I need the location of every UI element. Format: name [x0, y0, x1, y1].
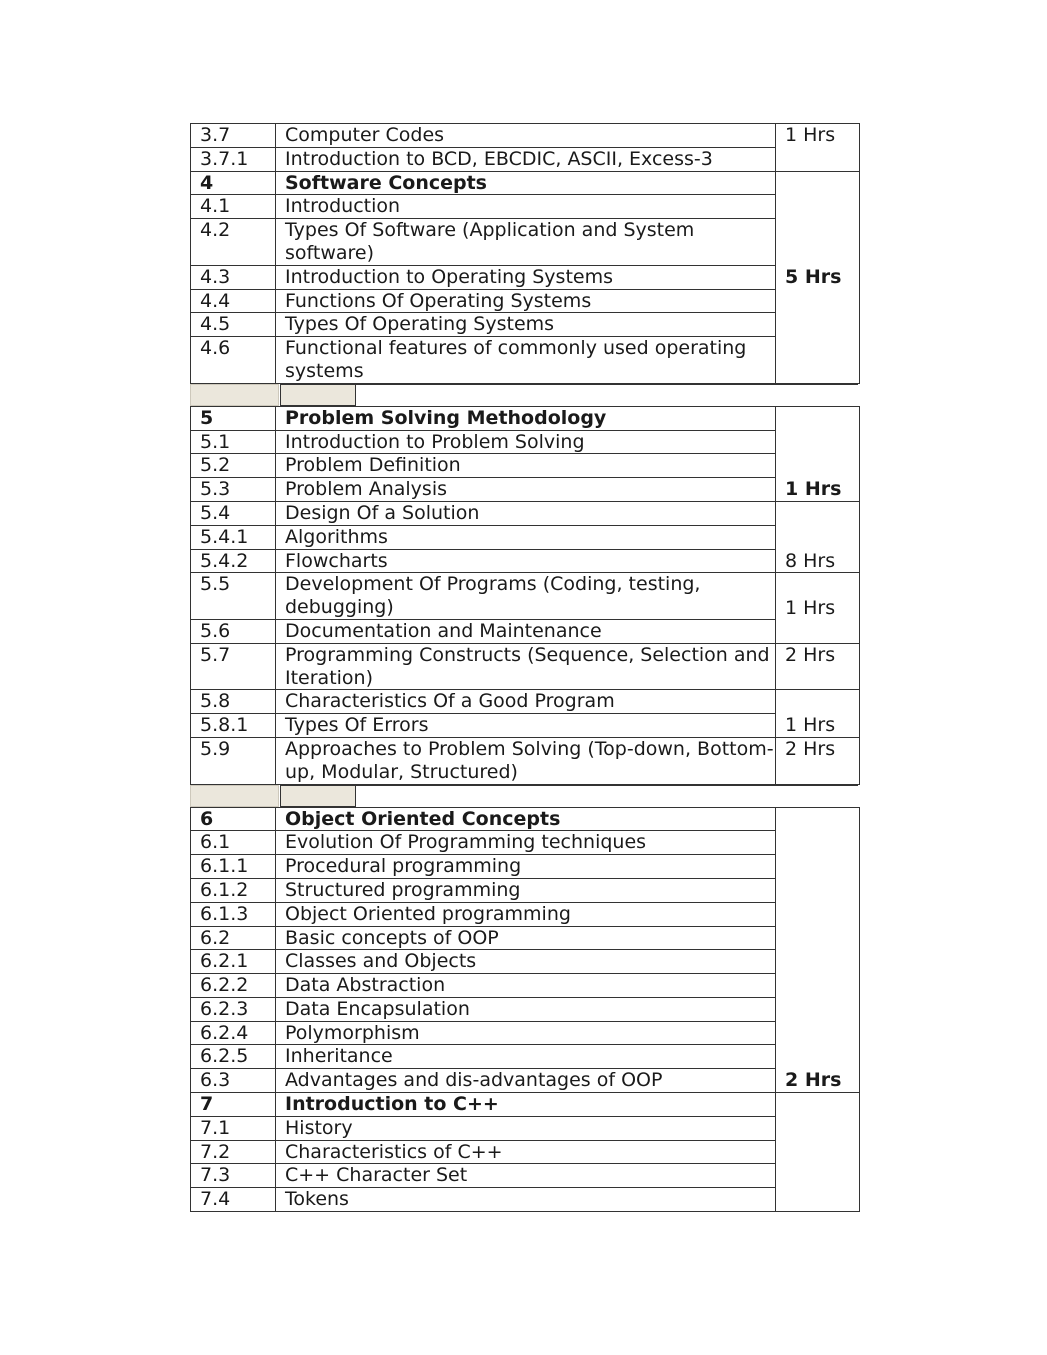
topic-title-3-7: Computer Codes — [276, 124, 776, 148]
table-row — [191, 950, 860, 974]
table-row — [191, 926, 860, 950]
topic-number-5: 5 — [191, 406, 276, 430]
topic-number-4-4: 4.4 — [191, 289, 276, 313]
table-row — [191, 406, 860, 430]
topic-number-5-1: 5.1 — [191, 430, 276, 454]
topic-title-4-1: Introduction — [276, 195, 776, 219]
table-row — [191, 501, 860, 525]
hours-cell: 8 Hrs — [776, 501, 860, 572]
table-row — [191, 737, 860, 784]
section-spacer — [190, 785, 858, 807]
topic-number-7-3: 7.3 — [191, 1164, 276, 1188]
spacer-rule — [356, 384, 858, 385]
table-row — [191, 1045, 860, 1069]
topic-title-5-6: Documentation and Maintenance — [276, 619, 776, 643]
spacer-cell — [190, 785, 279, 807]
hours-cell: 1 Hrs — [776, 573, 860, 643]
topic-number-5-9: 5.9 — [191, 737, 276, 784]
hours-cell — [776, 1093, 860, 1212]
table-row — [191, 974, 860, 998]
table-row — [191, 265, 860, 289]
table-row — [191, 430, 860, 454]
spacer-cell — [280, 785, 356, 807]
topic-title-6-2-2: Data Abstraction — [276, 974, 776, 998]
topic-number-3-7-1: 3.7.1 — [191, 147, 276, 171]
topic-title-5-8: Characteristics Of a Good Program — [276, 690, 776, 714]
topic-title-7-1: History — [276, 1116, 776, 1140]
topic-number-4-1: 4.1 — [191, 195, 276, 219]
table-row — [191, 831, 860, 855]
topic-title-4-6: Functional features of commonly used operating systems — [276, 337, 776, 384]
syllabus-table — [190, 123, 858, 1212]
topic-title-6-2: Basic concepts of OOP — [276, 926, 776, 950]
table-row — [191, 855, 860, 879]
topic-title-7-4: Tokens — [276, 1188, 776, 1212]
topic-table-section-3 — [190, 807, 860, 1213]
hours-cell: 1 Hrs — [776, 690, 860, 738]
table-row — [191, 147, 860, 171]
table-row — [191, 289, 860, 313]
spacer-cell — [280, 384, 356, 406]
topic-number-4-3: 4.3 — [191, 265, 276, 289]
topic-title-6-3: Advantages and dis-advantages of OOP — [276, 1069, 776, 1093]
topic-title-6-2-4: Polymorphism — [276, 1021, 776, 1045]
topic-title-5-5: Development Of Programs (Coding, testing, debugging) — [276, 573, 776, 620]
table-row — [191, 337, 860, 384]
hours-cell: 2 Hrs — [776, 643, 860, 690]
table-row — [191, 690, 860, 714]
topic-number-7-2: 7.2 — [191, 1140, 276, 1164]
table-row — [191, 1116, 860, 1140]
table-row — [191, 1069, 860, 1093]
topic-title-3-7-1: Introduction to BCD, EBCDIC, ASCII, Excess-3 — [276, 147, 776, 171]
topic-number-6-1-2: 6.1.2 — [191, 878, 276, 902]
table-row — [191, 219, 860, 266]
topic-number-6-2-5: 6.2.5 — [191, 1045, 276, 1069]
topic-number-6-2-1: 6.2.1 — [191, 950, 276, 974]
topic-number-5-4-1: 5.4.1 — [191, 525, 276, 549]
hours-cell: 5 Hrs — [776, 171, 860, 383]
table-row — [191, 902, 860, 926]
topic-title-5-3: Problem Analysis — [276, 478, 776, 502]
table-row — [191, 549, 860, 573]
topic-title-5-7: Programming Constructs (Sequence, Selection and Iteration) — [276, 643, 776, 690]
topic-title-5-2: Problem Definition — [276, 454, 776, 478]
topic-number-7-4: 7.4 — [191, 1188, 276, 1212]
topic-number-5-5: 5.5 — [191, 573, 276, 620]
hours-cell: 1 Hrs — [776, 124, 860, 172]
table-row — [191, 573, 860, 620]
topic-number-5-8-1: 5.8.1 — [191, 714, 276, 738]
topic-table-section-1 — [190, 123, 860, 384]
topic-title-4-2: Types Of Software (Application and System software) — [276, 219, 776, 266]
hours-cell: 1 Hrs — [776, 406, 860, 501]
topic-title-4: Software Concepts — [276, 171, 776, 195]
topic-number-6-2-4: 6.2.4 — [191, 1021, 276, 1045]
topic-title-6-1-1: Procedural programming — [276, 855, 776, 879]
topic-title-5: Problem Solving Methodology — [276, 406, 776, 430]
table-row — [191, 643, 860, 690]
topic-number-6-2: 6.2 — [191, 926, 276, 950]
table-row — [191, 997, 860, 1021]
topic-title-4-3: Introduction to Operating Systems — [276, 265, 776, 289]
section-spacer — [190, 384, 858, 406]
topic-number-4-5: 4.5 — [191, 313, 276, 337]
table-row — [191, 1164, 860, 1188]
topic-number-3-7: 3.7 — [191, 124, 276, 148]
topic-number-7: 7 — [191, 1093, 276, 1117]
topic-number-4-2: 4.2 — [191, 219, 276, 266]
table-row — [191, 313, 860, 337]
spacer-cell — [190, 384, 279, 406]
topic-title-6-2-1: Classes and Objects — [276, 950, 776, 974]
topic-title-4-5: Types Of Operating Systems — [276, 313, 776, 337]
table-row — [191, 619, 860, 643]
spacer-rule — [356, 785, 858, 786]
topic-number-4: 4 — [191, 171, 276, 195]
topic-title-6-2-3: Data Encapsulation — [276, 997, 776, 1021]
topic-title-5-4: Design Of a Solution — [276, 501, 776, 525]
topic-number-5-3: 5.3 — [191, 478, 276, 502]
table-row — [191, 1188, 860, 1212]
topic-number-6-2-2: 6.2.2 — [191, 974, 276, 998]
table-row — [191, 124, 860, 148]
topic-number-4-6: 4.6 — [191, 337, 276, 384]
topic-number-6-1: 6.1 — [191, 831, 276, 855]
topic-title-6-1: Evolution Of Programming techniques — [276, 831, 776, 855]
topic-number-5-4: 5.4 — [191, 501, 276, 525]
table-row — [191, 454, 860, 478]
topic-number-6-1-1: 6.1.1 — [191, 855, 276, 879]
table-row — [191, 525, 860, 549]
topic-number-6-1-3: 6.1.3 — [191, 902, 276, 926]
topic-title-6: Object Oriented Concepts — [276, 807, 776, 831]
topic-title-5-1: Introduction to Problem Solving — [276, 430, 776, 454]
topic-title-7-3: C++ Character Set — [276, 1164, 776, 1188]
topic-number-6: 6 — [191, 807, 276, 831]
topic-title-5-9: Approaches to Problem Solving (Top-down, Bottom-up, Modular, Structured) — [276, 737, 776, 784]
topic-number-6-2-3: 6.2.3 — [191, 997, 276, 1021]
topic-title-6-2-5: Inheritance — [276, 1045, 776, 1069]
hours-cell: 2 Hrs — [776, 737, 860, 784]
topic-number-5-6: 5.6 — [191, 619, 276, 643]
topic-title-7: Introduction to C++ — [276, 1093, 776, 1117]
topic-number-5-4-2: 5.4.2 — [191, 549, 276, 573]
topic-title-7-2: Characteristics of C++ — [276, 1140, 776, 1164]
topic-table-section-2 — [190, 406, 860, 785]
table-row — [191, 1021, 860, 1045]
table-row — [191, 171, 860, 195]
table-row — [191, 807, 860, 831]
table-row — [191, 1140, 860, 1164]
topic-title-5-8-1: Types Of Errors — [276, 714, 776, 738]
topic-number-5-8: 5.8 — [191, 690, 276, 714]
topic-title-5-4-1: Algorithms — [276, 525, 776, 549]
topic-number-5-2: 5.2 — [191, 454, 276, 478]
topic-title-4-4: Functions Of Operating Systems — [276, 289, 776, 313]
topic-number-7-1: 7.1 — [191, 1116, 276, 1140]
topic-number-6-3: 6.3 — [191, 1069, 276, 1093]
table-row — [191, 478, 860, 502]
topic-title-5-4-2: Flowcharts — [276, 549, 776, 573]
hours-cell: 2 Hrs — [776, 807, 860, 1093]
topic-title-6-1-2: Structured programming — [276, 878, 776, 902]
table-row — [191, 1093, 860, 1117]
table-row — [191, 195, 860, 219]
table-row — [191, 878, 860, 902]
topic-number-5-7: 5.7 — [191, 643, 276, 690]
table-row — [191, 714, 860, 738]
topic-title-6-1-3: Object Oriented programming — [276, 902, 776, 926]
